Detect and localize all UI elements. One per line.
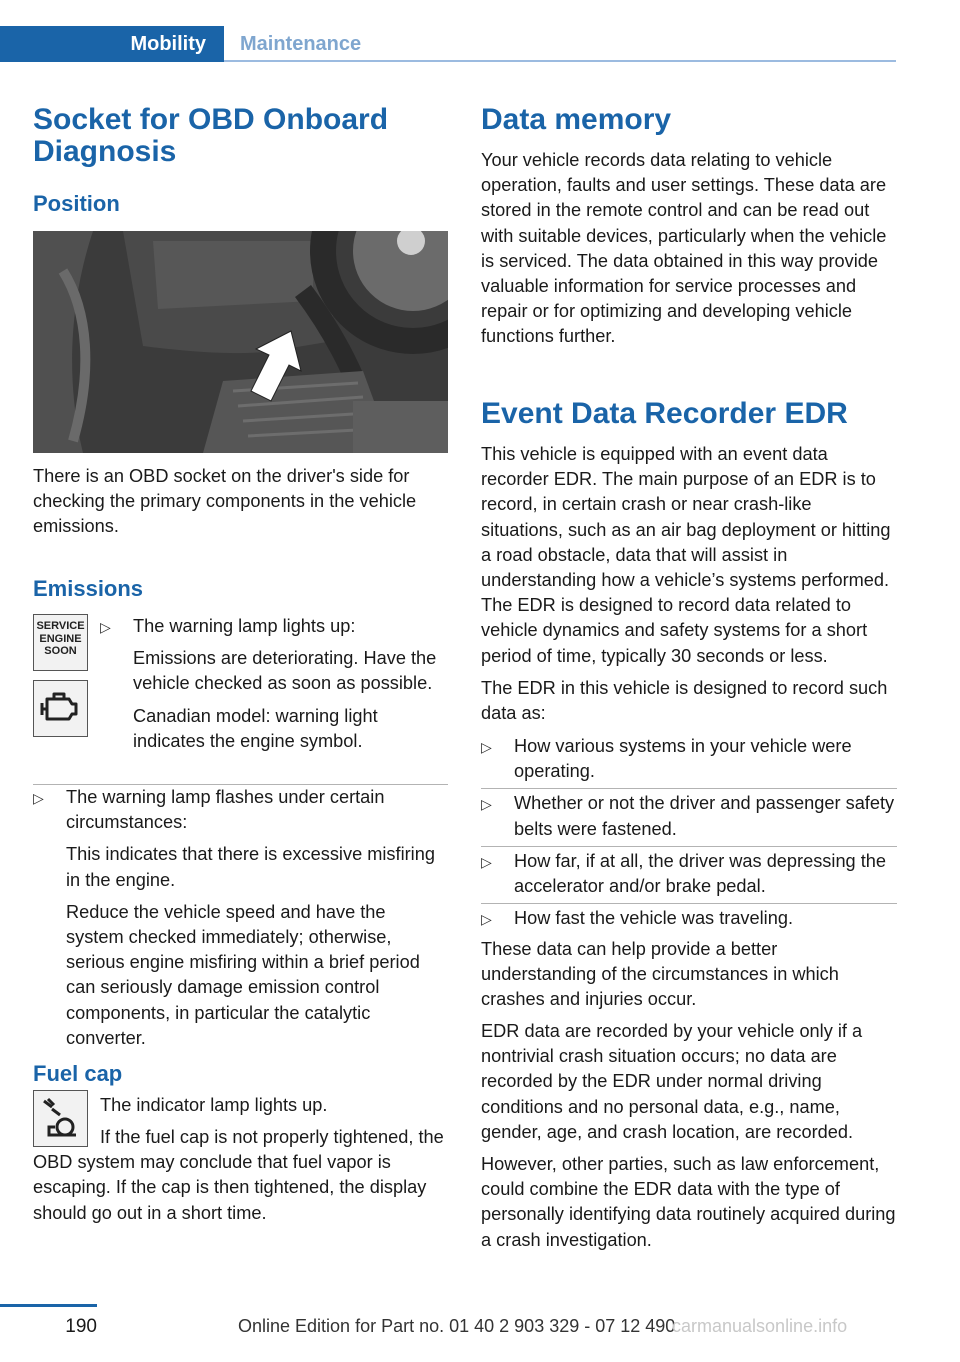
data-memory-text: Your vehicle records data relating to vehicle operation, faults and user settings. These data are stored in the remote control and can be read out with suitable devices, particularly when the vehicle is serviced. The data obtained in this way provide valuable information for service processes and repair or for optimizing and developing vehicle functions further.	[481, 150, 887, 347]
section-title-data-memory: Data memory	[481, 103, 672, 136]
bullet-para: Emissions are deteriorating. Have the vehicle checked as soon as possible.	[133, 648, 437, 694]
emissions-bullet-1	[100, 614, 448, 754]
obd-socket-photo	[33, 231, 448, 453]
page-number: 190	[65, 1316, 97, 1337]
edr-bullet-list	[481, 734, 897, 931]
bullet-text: How various systems in your vehicle were operating.	[514, 736, 852, 782]
divider	[481, 846, 897, 847]
section-title-obd: Socket for OBD Onboard Diagnosis	[33, 103, 389, 168]
service-engine-soon-lamp-icon	[33, 614, 88, 671]
edr-paragraph-4: EDR data are recorded by your vehicle only if a nontrivial crash situation occurs; no data are recorded by the EDR under normal driving conditions and no personal data, e.g., name, gender, age, and crash location, are recorded.	[481, 1021, 863, 1142]
heading-emissions: Emissions	[33, 576, 144, 601]
bullet-triangle-icon: ▷	[481, 911, 492, 928]
bullet-para: Canadian model: warning light indicates the engine symbol.	[133, 705, 378, 751]
fuel-cap-text-lamp: The indicator lamp lights up.	[100, 1095, 328, 1115]
bullet-triangle-icon: ▷	[481, 796, 492, 813]
bullet-text: Whether or not the driver and passenger safety belts were fastened.	[514, 793, 895, 839]
fuel-cap-text-detail: If the fuel cap is not properly tightened, the OBD system may conclude that fuel vapor is escaping. If the cap is then tightened, the display should go out in a short time.	[33, 1127, 444, 1223]
bullet-lead: The warning lamp lights up:	[133, 616, 356, 636]
bullet-para: This indicates that there is excessive misfiring in the engine.	[66, 844, 435, 890]
section-title-edr: Event Data Recorder EDR	[481, 397, 848, 430]
footer-rule	[0, 1304, 97, 1307]
footer-edition: Online Edition for Part no. 01 40 2 903 329 - 07 12 490	[238, 1316, 676, 1336]
bullet-text: How fast the vehicle was traveling.	[514, 908, 794, 929]
bullet-text: How far, if at all, the driver was depressing the accelerator and/or brake pedal.	[514, 850, 887, 897]
edr-paragraph-5: However, other parties, such as law enforcement, could combine the EDR data with the type of personally identifying data routinely acquired during a crash investigation.	[481, 1154, 896, 1250]
list-item	[481, 849, 897, 899]
bullet-triangle-icon: ▷	[33, 790, 44, 806]
list-item	[33, 785, 448, 1051]
obd-socket-illustration	[33, 231, 448, 453]
bullet-triangle-icon: ▷	[481, 853, 492, 870]
list-item	[481, 906, 897, 931]
watermark: carmanualsonline.info	[672, 1316, 848, 1336]
list-item	[100, 614, 448, 754]
obd-socket-description: There is an OBD socket on the driver's side for checking the primary components in the vehicle emissions.	[33, 466, 417, 537]
edr-paragraph-3: These data can help provide a better understanding of the circumstances in which crashes and injuries occur.	[481, 939, 839, 1010]
bullet-triangle-icon: ▷	[481, 739, 492, 755]
header-tab-maintenance[interactable]: Maintenance	[240, 33, 362, 55]
bullet-para: Reduce the vehicle speed and have the system checked immediately; otherwise, serious engine misfiring within a brief period can seriously damage emission control components, in particular the catalytic converter.	[66, 901, 420, 1048]
edr-paragraph-2: The EDR in this vehicle is designed to record such data as:	[481, 678, 888, 724]
service-engine-soon-lamp-label: SERVICE ENGINE SOON	[36, 620, 85, 657]
check-engine-lamp-icon	[33, 680, 88, 737]
bullet-triangle-icon: ▷	[100, 619, 111, 635]
header-tab-mobility[interactable]	[0, 26, 224, 62]
list-item	[481, 791, 897, 841]
header-rule	[224, 60, 896, 62]
divider	[481, 903, 897, 904]
header-tab-mobility-label: Mobility	[130, 33, 206, 55]
bullet-lead: The warning lamp flashes under certain circumstances:	[66, 787, 385, 833]
list-item	[481, 734, 897, 784]
edr-paragraph-1: This vehicle is equipped with an event data recorder EDR. The main purpose of an EDR is to record, in certain crash or near crash-like situations, such as an air bag deployment or hitting a road obstacle, data that will assist in understanding how a vehicle’s systems performed. The EDR is designed to record data related to vehicle dynamics and safety systems for a short period of time, typically 30 seconds or less.	[481, 444, 891, 666]
divider	[481, 788, 897, 789]
heading-fuel-cap: Fuel cap	[33, 1061, 123, 1086]
heading-position: Position	[33, 191, 120, 216]
emissions-bullet-2	[33, 785, 448, 1051]
engine-symbol-icon	[34, 681, 86, 735]
